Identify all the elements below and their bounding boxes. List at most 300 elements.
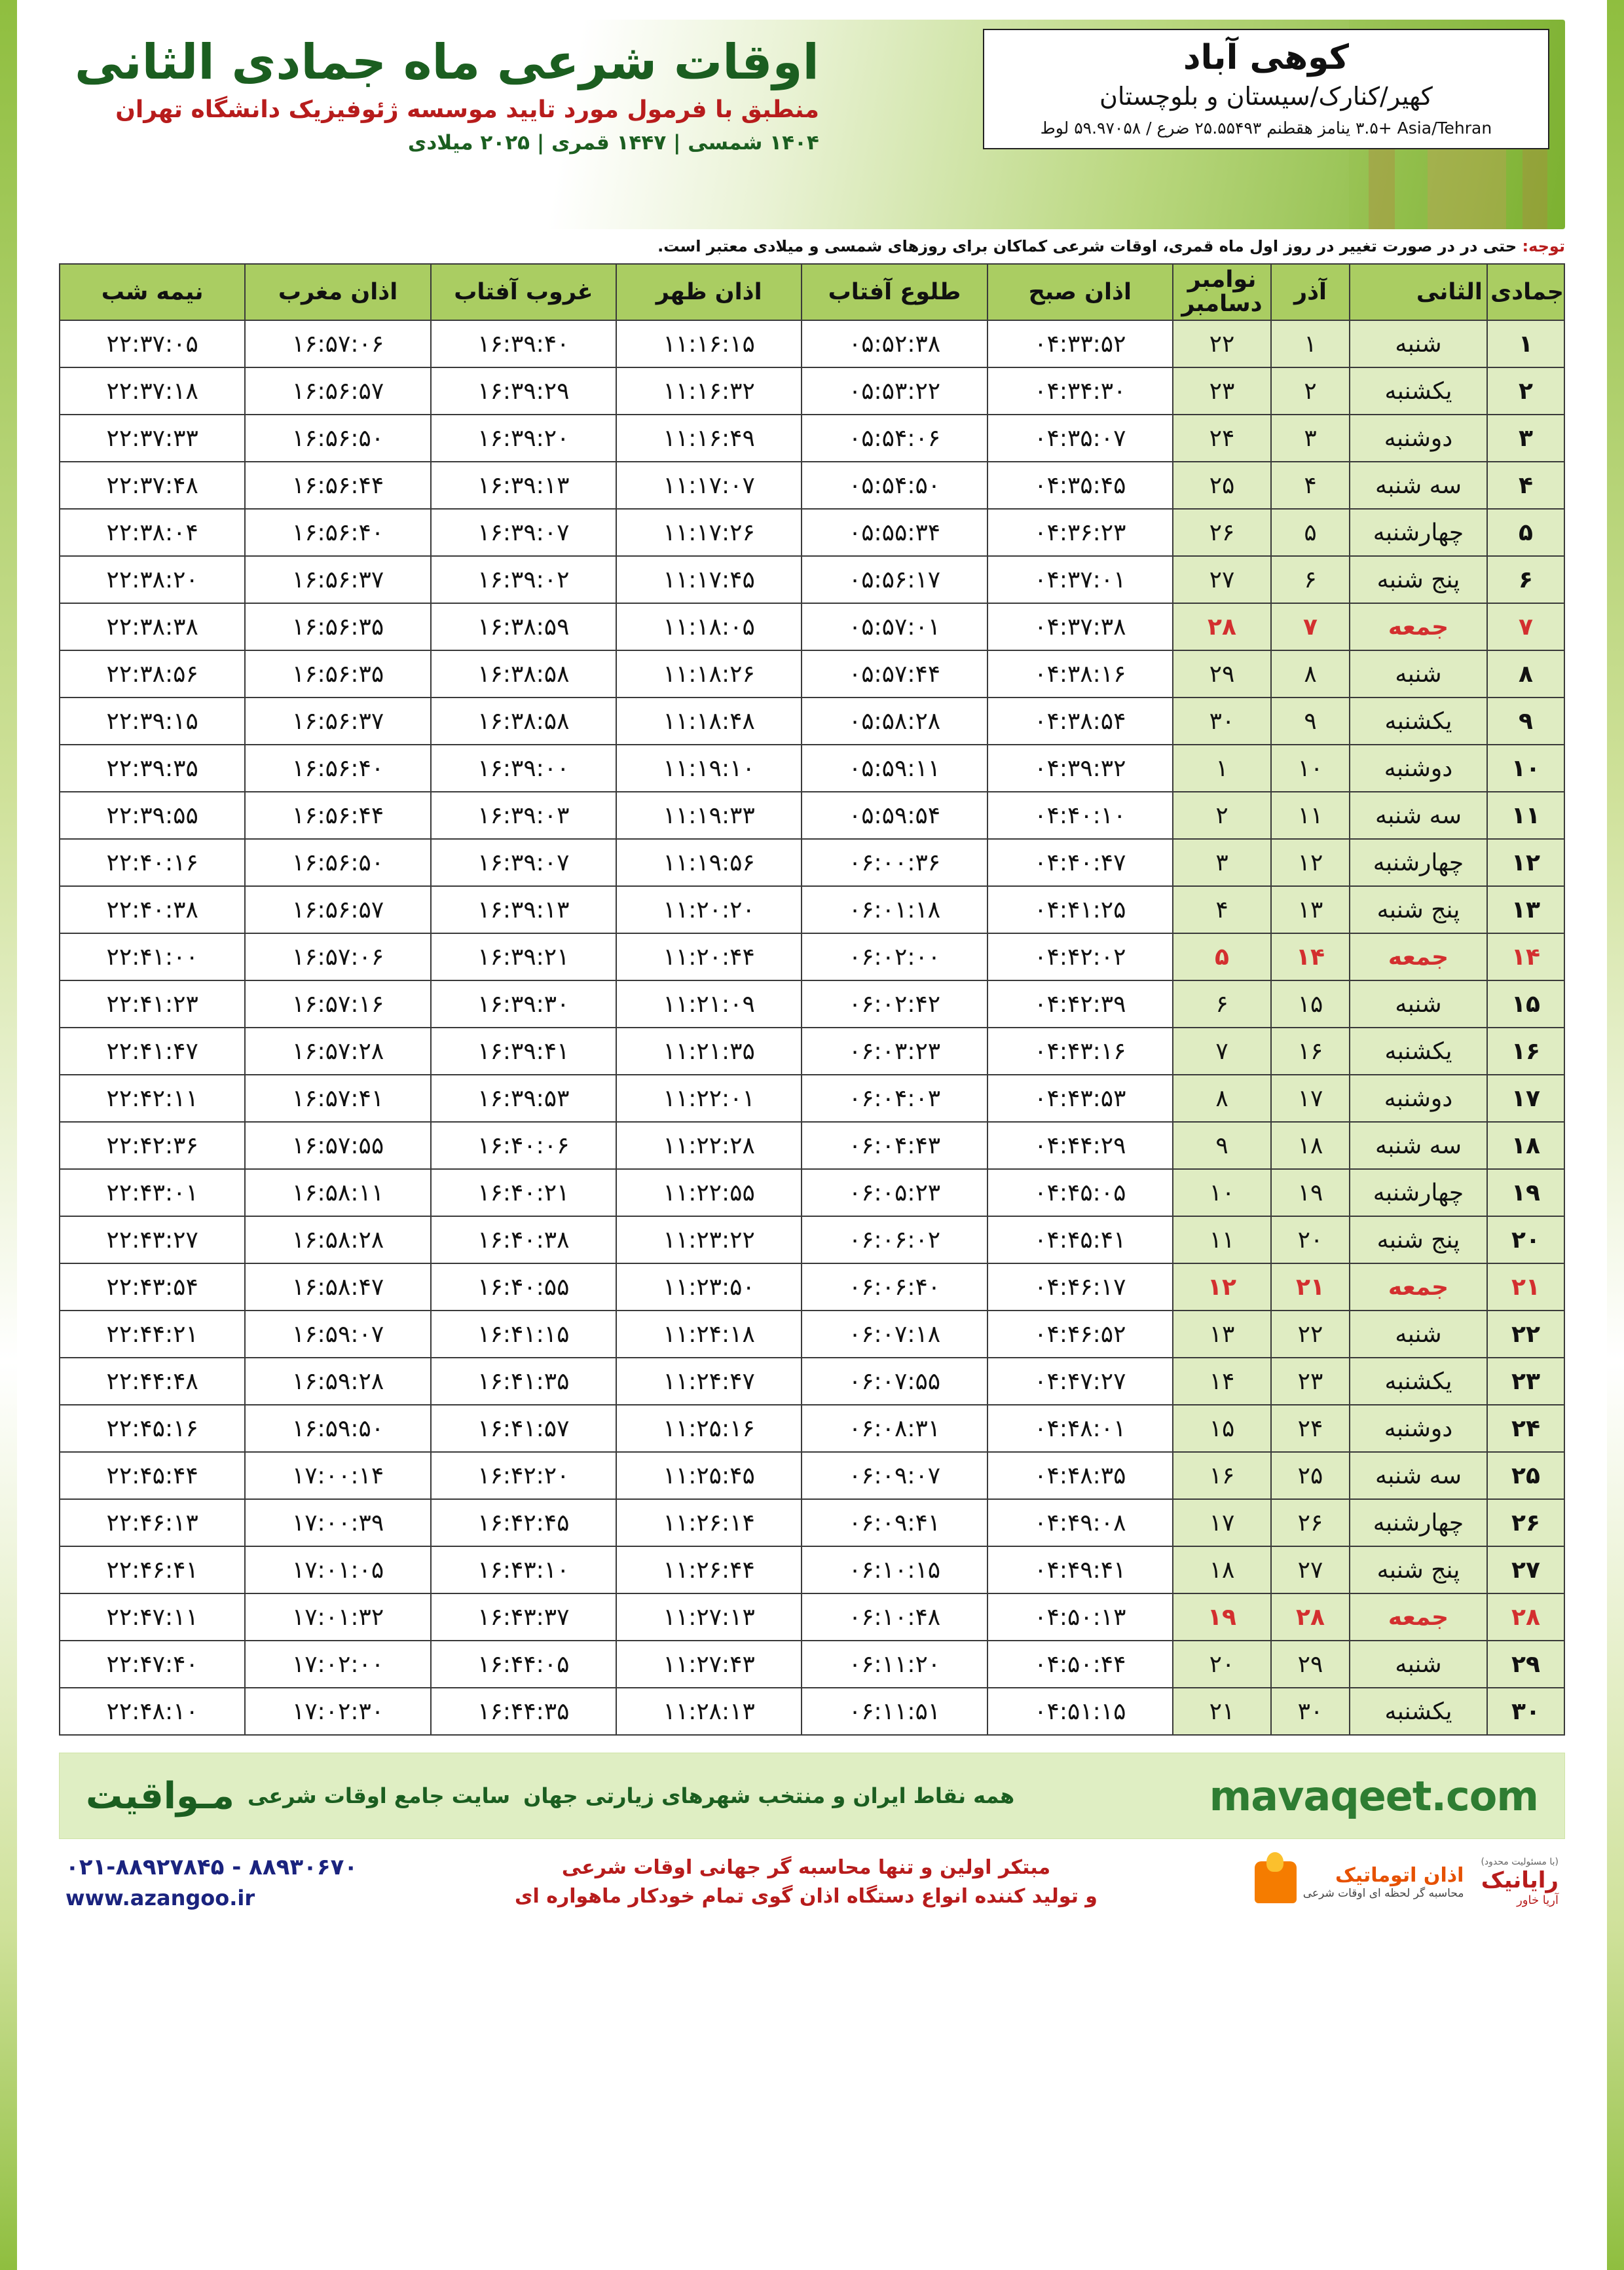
row-hijri-day: ۱۸ bbox=[1487, 1122, 1564, 1169]
row-dhuhr-time: ۱۱:۱۶:۱۵ bbox=[616, 320, 802, 367]
contact-website[interactable]: www.azangoo.ir bbox=[65, 1885, 255, 1910]
table-row bbox=[60, 1641, 1564, 1688]
row-sunset-time: ۱۶:۳۹:۴۱ bbox=[431, 1028, 616, 1075]
row-azar-day: ۸ bbox=[1271, 650, 1350, 698]
table-row bbox=[60, 1263, 1564, 1311]
row-hijri-day: ۱۹ bbox=[1487, 1169, 1564, 1216]
row-midnight-time: ۲۲:۴۷:۱۱ bbox=[60, 1593, 245, 1641]
table-row bbox=[60, 1452, 1564, 1499]
row-hijri-day: ۱۵ bbox=[1487, 980, 1564, 1028]
row-gregorian-day: ۱۱ bbox=[1173, 1216, 1271, 1263]
row-fajr-time: ۰۴:۴۴:۲۹ bbox=[987, 1122, 1173, 1169]
row-sunset-time: ۱۶:۴۰:۳۸ bbox=[431, 1216, 616, 1263]
row-dhuhr-time: ۱۱:۱۹:۳۳ bbox=[616, 792, 802, 839]
row-sunset-time: ۱۶:۳۸:۵۸ bbox=[431, 698, 616, 745]
row-maghrib-time: ۱۶:۵۶:۴۴ bbox=[245, 462, 430, 509]
table-row bbox=[60, 367, 1564, 415]
row-sunset-time: ۱۶:۳۹:۰۷ bbox=[431, 839, 616, 886]
row-midnight-time: ۲۲:۴۷:۴۰ bbox=[60, 1641, 245, 1688]
row-gregorian-day: ۲۱ bbox=[1173, 1688, 1271, 1735]
table-row bbox=[60, 1499, 1564, 1546]
row-sunrise-time: ۰۶:۰۸:۳۱ bbox=[802, 1405, 987, 1452]
table-row bbox=[60, 462, 1564, 509]
row-fajr-time: ۰۴:۳۹:۳۲ bbox=[987, 745, 1173, 792]
row-sunset-time: ۱۶:۴۳:۳۷ bbox=[431, 1593, 616, 1641]
row-sunrise-time: ۰۵:۵۹:۱۱ bbox=[802, 745, 987, 792]
row-gregorian-day: ۱۶ bbox=[1173, 1452, 1271, 1499]
table-row bbox=[60, 603, 1564, 650]
row-dhuhr-time: ۱۱:۲۶:۱۴ bbox=[616, 1499, 802, 1546]
row-sunset-time: ۱۶:۴۰:۵۵ bbox=[431, 1263, 616, 1311]
row-weekday: سه شنبه bbox=[1350, 792, 1487, 839]
row-azar-day: ۱۷ bbox=[1271, 1075, 1350, 1122]
row-gregorian-day: ۱۲ bbox=[1173, 1263, 1271, 1311]
table-row bbox=[60, 1688, 1564, 1735]
row-hijri-day: ۳ bbox=[1487, 415, 1564, 462]
row-azar-day: ۲۰ bbox=[1271, 1216, 1350, 1263]
col-dhuhr: اذان ظهر bbox=[616, 264, 802, 320]
city-coordinates: طول ۵۹.۹۷۰۵۸ / عرض ۲۵.۵۵۴۹۳ منطقه زمانی ۳.۵+ Asia/Tehran bbox=[1040, 119, 1492, 138]
row-gregorian-day: ۲ bbox=[1173, 792, 1271, 839]
row-weekday: چهارشنبه bbox=[1350, 1169, 1487, 1216]
row-maghrib-time: ۱۶:۵۸:۲۸ bbox=[245, 1216, 430, 1263]
row-azar-day: ۱۰ bbox=[1271, 745, 1350, 792]
row-maghrib-time: ۱۶:۵۶:۴۰ bbox=[245, 745, 430, 792]
row-sunrise-time: ۰۵:۵۸:۲۸ bbox=[802, 698, 987, 745]
table-row bbox=[60, 792, 1564, 839]
row-sunrise-time: ۰۶:۰۶:۰۲ bbox=[802, 1216, 987, 1263]
row-dhuhr-time: ۱۱:۱۹:۱۰ bbox=[616, 745, 802, 792]
row-hijri-day: ۱۰ bbox=[1487, 745, 1564, 792]
header-title-block bbox=[75, 29, 983, 155]
table-row bbox=[60, 556, 1564, 603]
row-midnight-time: ۲۲:۳۸:۵۶ bbox=[60, 650, 245, 698]
row-fajr-time: ۰۴:۴۳:۵۳ bbox=[987, 1075, 1173, 1122]
company-description-line1: مبتکر اولین و تنها محاسبه گر جهانی اوقات شرعی bbox=[561, 1856, 1051, 1879]
row-midnight-time: ۲۲:۳۸:۳۸ bbox=[60, 603, 245, 650]
row-dhuhr-time: ۱۱:۲۴:۴۷ bbox=[616, 1358, 802, 1405]
row-dhuhr-time: ۱۱:۲۱:۳۵ bbox=[616, 1028, 802, 1075]
row-hijri-day: ۱۷ bbox=[1487, 1075, 1564, 1122]
row-maghrib-time: ۱۶:۵۹:۵۰ bbox=[245, 1405, 430, 1452]
row-hijri-day: ۳۰ bbox=[1487, 1688, 1564, 1735]
row-sunrise-time: ۰۶:۰۷:۱۸ bbox=[802, 1311, 987, 1358]
row-azar-day: ۱ bbox=[1271, 320, 1350, 367]
row-maghrib-time: ۱۶:۵۷:۴۱ bbox=[245, 1075, 430, 1122]
row-gregorian-day: ۱۴ bbox=[1173, 1358, 1271, 1405]
row-fajr-time: ۰۴:۳۷:۰۱ bbox=[987, 556, 1173, 603]
row-azar-day: ۲۶ bbox=[1271, 1499, 1350, 1546]
city-name: کوهی آباد bbox=[1183, 38, 1350, 77]
row-gregorian-day: ۲۴ bbox=[1173, 415, 1271, 462]
row-weekday: جمعه bbox=[1350, 933, 1487, 980]
row-hijri-day: ۲۷ bbox=[1487, 1546, 1564, 1593]
row-hijri-day: ۱۴ bbox=[1487, 933, 1564, 980]
page-header bbox=[59, 20, 1565, 229]
row-gregorian-day: ۱۹ bbox=[1173, 1593, 1271, 1641]
brand-name-fa: مـواقیت bbox=[86, 1774, 234, 1817]
row-sunrise-time: ۰۶:۰۹:۰۷ bbox=[802, 1452, 987, 1499]
row-gregorian-day: ۹ bbox=[1173, 1122, 1271, 1169]
row-sunset-time: ۱۶:۳۹:۱۳ bbox=[431, 462, 616, 509]
row-hijri-day: ۶ bbox=[1487, 556, 1564, 603]
company-description bbox=[515, 1853, 1098, 1910]
row-weekday: یکشنبه bbox=[1350, 1358, 1487, 1405]
row-azar-day: ۵ bbox=[1271, 509, 1350, 556]
row-azar-day: ۲ bbox=[1271, 367, 1350, 415]
row-hijri-day: ۲۰ bbox=[1487, 1216, 1564, 1263]
row-midnight-time: ۲۲:۴۱:۰۰ bbox=[60, 933, 245, 980]
note-label: توجه: bbox=[1522, 237, 1565, 255]
row-azar-day: ۴ bbox=[1271, 462, 1350, 509]
row-fajr-time: ۰۴:۴۹:۴۱ bbox=[987, 1546, 1173, 1593]
contact-block bbox=[65, 1854, 358, 1910]
col-sunrise: طلوع آفتاب bbox=[802, 264, 987, 320]
row-midnight-time: ۲۲:۴۰:۱۶ bbox=[60, 839, 245, 886]
row-midnight-time: ۲۲:۳۸:۰۴ bbox=[60, 509, 245, 556]
row-midnight-time: ۲۲:۴۳:۰۱ bbox=[60, 1169, 245, 1216]
row-gregorian-day: ۵ bbox=[1173, 933, 1271, 980]
table-row bbox=[60, 509, 1564, 556]
row-dhuhr-time: ۱۱:۱۸:۰۵ bbox=[616, 603, 802, 650]
row-fajr-time: ۰۴:۳۳:۵۲ bbox=[987, 320, 1173, 367]
row-midnight-time: ۲۲:۴۳:۲۷ bbox=[60, 1216, 245, 1263]
row-weekday: شنبه bbox=[1350, 320, 1487, 367]
row-dhuhr-time: ۱۱:۲۵:۱۶ bbox=[616, 1405, 802, 1452]
row-midnight-time: ۲۲:۳۹:۵۵ bbox=[60, 792, 245, 839]
brand-website[interactable]: mavaqeet.com bbox=[1209, 1772, 1538, 1820]
note-text: حتی در در صورت تغییر در روز اول ماه قمری، اوقات شرعی کماکان برای روزهای شمسی و میلادی معتبر است. bbox=[657, 237, 1522, 255]
note-line bbox=[59, 237, 1565, 255]
row-gregorian-day: ۴ bbox=[1173, 886, 1271, 933]
brand-subtitle: سایت جامع اوقات شرعی bbox=[247, 1783, 511, 1808]
row-dhuhr-time: ۱۱:۱۶:۳۲ bbox=[616, 367, 802, 415]
row-weekday: یکشنبه bbox=[1350, 1028, 1487, 1075]
row-sunset-time: ۱۶:۴۱:۳۵ bbox=[431, 1358, 616, 1405]
row-gregorian-day: ۲۹ bbox=[1173, 650, 1271, 698]
azangoo-logo-title: اذان اتوماتیک bbox=[1335, 1864, 1464, 1887]
rayanik-logo-note: (با مسئولیت محدود) bbox=[1481, 1857, 1559, 1867]
row-weekday: شنبه bbox=[1350, 980, 1487, 1028]
row-fajr-time: ۰۴:۳۸:۵۴ bbox=[987, 698, 1173, 745]
row-azar-day: ۱۹ bbox=[1271, 1169, 1350, 1216]
footer-logos bbox=[1255, 1857, 1559, 1907]
row-dhuhr-time: ۱۱:۲۲:۲۸ bbox=[616, 1122, 802, 1169]
row-weekday: چهارشنبه bbox=[1350, 1499, 1487, 1546]
col-maghrib: اذان مغرب bbox=[245, 264, 430, 320]
table-row bbox=[60, 1075, 1564, 1122]
row-weekday: یکشنبه bbox=[1350, 698, 1487, 745]
row-weekday: سه شنبه bbox=[1350, 462, 1487, 509]
row-midnight-time: ۲۲:۴۰:۳۸ bbox=[60, 886, 245, 933]
row-hijri-day: ۲۸ bbox=[1487, 1593, 1564, 1641]
row-gregorian-day: ۳۰ bbox=[1173, 698, 1271, 745]
row-maghrib-time: ۱۶:۵۹:۰۷ bbox=[245, 1311, 430, 1358]
row-maghrib-time: ۱۶:۵۶:۵۷ bbox=[245, 886, 430, 933]
row-fajr-time: ۰۴:۴۱:۲۵ bbox=[987, 886, 1173, 933]
table-row bbox=[60, 320, 1564, 367]
row-azar-day: ۳۰ bbox=[1271, 1688, 1350, 1735]
row-sunrise-time: ۰۵:۵۷:۰۱ bbox=[802, 603, 987, 650]
row-hijri-day: ۲۹ bbox=[1487, 1641, 1564, 1688]
row-maghrib-time: ۱۶:۵۶:۳۷ bbox=[245, 698, 430, 745]
row-sunrise-time: ۰۵:۵۹:۵۴ bbox=[802, 792, 987, 839]
row-sunrise-time: ۰۶:۰۰:۳۶ bbox=[802, 839, 987, 886]
row-dhuhr-time: ۱۱:۲۳:۵۰ bbox=[616, 1263, 802, 1311]
table-row bbox=[60, 1028, 1564, 1075]
row-sunset-time: ۱۶:۴۲:۲۰ bbox=[431, 1452, 616, 1499]
row-midnight-time: ۲۲:۴۲:۱۱ bbox=[60, 1075, 245, 1122]
row-midnight-time: ۲۲:۴۵:۱۶ bbox=[60, 1405, 245, 1452]
row-dhuhr-time: ۱۱:۲۷:۱۳ bbox=[616, 1593, 802, 1641]
page-subtitle: منطبق با فرمول مورد تایید موسسه ژئوفیزیک دانشگاه تهران bbox=[115, 96, 819, 123]
calendar-years: ۱۴۰۴ شمسی | ۱۴۴۷ قمری | ۲۰۲۵ میلادی bbox=[407, 130, 819, 155]
table-header-row bbox=[60, 264, 1564, 320]
row-midnight-time: ۲۲:۴۸:۱۰ bbox=[60, 1688, 245, 1735]
row-maghrib-time: ۱۶:۵۶:۳۵ bbox=[245, 603, 430, 650]
row-weekday: سه شنبه bbox=[1350, 1452, 1487, 1499]
row-gregorian-day: ۲۲ bbox=[1173, 320, 1271, 367]
table-row bbox=[60, 886, 1564, 933]
row-sunrise-time: ۰۵:۵۳:۲۲ bbox=[802, 367, 987, 415]
col-sunset: غروب آفتاب bbox=[431, 264, 616, 320]
table-row bbox=[60, 1593, 1564, 1641]
row-dhuhr-time: ۱۱:۲۶:۴۴ bbox=[616, 1546, 802, 1593]
row-fajr-time: ۰۴:۴۰:۱۰ bbox=[987, 792, 1173, 839]
col-gregorian-top: نوامبر bbox=[1187, 267, 1257, 293]
brand-banner bbox=[59, 1753, 1565, 1839]
row-weekday: جمعه bbox=[1350, 1593, 1487, 1641]
rayanik-logo-title: رایانیک bbox=[1481, 1867, 1559, 1893]
table-row bbox=[60, 1358, 1564, 1405]
row-sunrise-time: ۰۶:۰۱:۱۸ bbox=[802, 886, 987, 933]
row-azar-day: ۲۱ bbox=[1271, 1263, 1350, 1311]
rayanik-logo-subtitle: آریا خاور bbox=[1517, 1893, 1559, 1907]
row-weekday: جمعه bbox=[1350, 603, 1487, 650]
row-sunset-time: ۱۶:۴۴:۳۵ bbox=[431, 1688, 616, 1735]
row-midnight-time: ۲۲:۴۴:۲۱ bbox=[60, 1311, 245, 1358]
row-weekday: پنج شنبه bbox=[1350, 1216, 1487, 1263]
row-azar-day: ۱۶ bbox=[1271, 1028, 1350, 1075]
page-footer bbox=[59, 1753, 1565, 1910]
row-sunset-time: ۱۶:۳۹:۰۲ bbox=[431, 556, 616, 603]
row-sunset-time: ۱۶:۳۹:۴۰ bbox=[431, 320, 616, 367]
row-azar-day: ۱۸ bbox=[1271, 1122, 1350, 1169]
row-azar-day: ۲۵ bbox=[1271, 1452, 1350, 1499]
row-midnight-time: ۲۲:۳۹:۱۵ bbox=[60, 698, 245, 745]
row-gregorian-day: ۱ bbox=[1173, 745, 1271, 792]
row-sunrise-time: ۰۶:۱۱:۲۰ bbox=[802, 1641, 987, 1688]
row-hijri-day: ۲۴ bbox=[1487, 1405, 1564, 1452]
row-maghrib-time: ۱۷:۰۱:۳۲ bbox=[245, 1593, 430, 1641]
row-maghrib-time: ۱۶:۵۷:۰۶ bbox=[245, 933, 430, 980]
row-hijri-day: ۲۶ bbox=[1487, 1499, 1564, 1546]
row-sunrise-time: ۰۶:۱۰:۴۸ bbox=[802, 1593, 987, 1641]
row-sunset-time: ۱۶:۴۱:۵۷ bbox=[431, 1405, 616, 1452]
row-sunset-time: ۱۶:۴۲:۴۵ bbox=[431, 1499, 616, 1546]
row-dhuhr-time: ۱۱:۲۷:۴۳ bbox=[616, 1641, 802, 1688]
row-dhuhr-time: ۱۱:۱۸:۲۶ bbox=[616, 650, 802, 698]
row-azar-day: ۲۴ bbox=[1271, 1405, 1350, 1452]
row-weekday: دوشنبه bbox=[1350, 1075, 1487, 1122]
table-row bbox=[60, 698, 1564, 745]
row-gregorian-day: ۶ bbox=[1173, 980, 1271, 1028]
row-weekday: سه شنبه bbox=[1350, 1122, 1487, 1169]
row-sunset-time: ۱۶:۴۱:۱۵ bbox=[431, 1311, 616, 1358]
footer-details bbox=[59, 1839, 1565, 1910]
col-midnight: نیمه شب bbox=[60, 264, 245, 320]
row-weekday: جمعه bbox=[1350, 1263, 1487, 1311]
contact-phones: ۰۲۱-۸۸۹۲۷۸۴۵ - ۸۸۹۳۰۶۷۰ bbox=[65, 1853, 358, 1880]
company-description-line2: و تولید کننده انواع دستگاه اذان گوی تمام خودکار ماهواره ای bbox=[515, 1884, 1098, 1908]
row-hijri-day: ۲۲ bbox=[1487, 1311, 1564, 1358]
azangoo-logo bbox=[1255, 1861, 1464, 1903]
row-azar-day: ۲۳ bbox=[1271, 1358, 1350, 1405]
row-sunset-time: ۱۶:۳۹:۰۳ bbox=[431, 792, 616, 839]
table-row bbox=[60, 1311, 1564, 1358]
row-maghrib-time: ۱۶:۵۶:۵۰ bbox=[245, 839, 430, 886]
row-fajr-time: ۰۴:۳۴:۳۰ bbox=[987, 367, 1173, 415]
row-sunrise-time: ۰۵:۵۷:۴۴ bbox=[802, 650, 987, 698]
row-sunrise-time: ۰۶:۰۳:۲۳ bbox=[802, 1028, 987, 1075]
row-midnight-time: ۲۲:۳۷:۰۵ bbox=[60, 320, 245, 367]
row-hijri-day: ۱ bbox=[1487, 320, 1564, 367]
row-sunrise-time: ۰۵:۵۵:۳۴ bbox=[802, 509, 987, 556]
table-row bbox=[60, 650, 1564, 698]
row-gregorian-day: ۲۵ bbox=[1173, 462, 1271, 509]
row-azar-day: ۲۹ bbox=[1271, 1641, 1350, 1688]
row-gregorian-day: ۱۷ bbox=[1173, 1499, 1271, 1546]
row-weekday: شنبه bbox=[1350, 1641, 1487, 1688]
row-sunrise-time: ۰۶:۰۶:۴۰ bbox=[802, 1263, 987, 1311]
row-sunset-time: ۱۶:۳۹:۰۷ bbox=[431, 509, 616, 556]
row-fajr-time: ۰۴:۴۲:۰۲ bbox=[987, 933, 1173, 980]
row-midnight-time: ۲۲:۳۷:۱۸ bbox=[60, 367, 245, 415]
row-weekday: پنج شنبه bbox=[1350, 556, 1487, 603]
row-maghrib-time: ۱۶:۵۶:۳۷ bbox=[245, 556, 430, 603]
row-sunrise-time: ۰۶:۰۴:۰۳ bbox=[802, 1075, 987, 1122]
azangoo-logo-subtitle: محاسبه گر لحظه ای اوقات شرعی bbox=[1302, 1887, 1464, 1900]
row-sunset-time: ۱۶:۴۳:۱۰ bbox=[431, 1546, 616, 1593]
row-fajr-time: ۰۴:۵۰:۱۳ bbox=[987, 1593, 1173, 1641]
row-azar-day: ۳ bbox=[1271, 415, 1350, 462]
row-azar-day: ۲۲ bbox=[1271, 1311, 1350, 1358]
row-fajr-time: ۰۴:۴۲:۳۹ bbox=[987, 980, 1173, 1028]
row-gregorian-day: ۱۳ bbox=[1173, 1311, 1271, 1358]
row-dhuhr-time: ۱۱:۱۸:۴۸ bbox=[616, 698, 802, 745]
row-fajr-time: ۰۴:۳۵:۴۵ bbox=[987, 462, 1173, 509]
row-midnight-time: ۲۲:۴۶:۱۳ bbox=[60, 1499, 245, 1546]
row-azar-day: ۹ bbox=[1271, 698, 1350, 745]
row-dhuhr-time: ۱۱:۲۰:۴۴ bbox=[616, 933, 802, 980]
row-maghrib-time: ۱۷:۰۱:۰۵ bbox=[245, 1546, 430, 1593]
row-gregorian-day: ۱۰ bbox=[1173, 1169, 1271, 1216]
row-gregorian-day: ۱۸ bbox=[1173, 1546, 1271, 1593]
row-maghrib-time: ۱۶:۵۷:۰۶ bbox=[245, 320, 430, 367]
row-weekday: دوشنبه bbox=[1350, 415, 1487, 462]
row-dhuhr-time: ۱۱:۲۰:۲۰ bbox=[616, 886, 802, 933]
row-fajr-time: ۰۴:۴۸:۳۵ bbox=[987, 1452, 1173, 1499]
row-azar-day: ۱۱ bbox=[1271, 792, 1350, 839]
row-dhuhr-time: ۱۱:۲۱:۰۹ bbox=[616, 980, 802, 1028]
brand-tagline: همه نقاط ایران و منتخب شهرهای زیارتی جهان bbox=[523, 1783, 1015, 1808]
row-sunset-time: ۱۶:۳۹:۲۰ bbox=[431, 415, 616, 462]
row-fajr-time: ۰۴:۴۸:۰۱ bbox=[987, 1405, 1173, 1452]
row-maghrib-time: ۱۶:۵۹:۲۸ bbox=[245, 1358, 430, 1405]
row-sunset-time: ۱۶:۳۹:۱۳ bbox=[431, 886, 616, 933]
row-sunset-time: ۱۶:۳۸:۵۸ bbox=[431, 650, 616, 698]
row-dhuhr-time: ۱۱:۱۹:۵۶ bbox=[616, 839, 802, 886]
row-sunset-time: ۱۶:۳۸:۵۹ bbox=[431, 603, 616, 650]
row-sunrise-time: ۰۶:۰۵:۲۳ bbox=[802, 1169, 987, 1216]
row-dhuhr-time: ۱۱:۲۵:۴۵ bbox=[616, 1452, 802, 1499]
row-maghrib-time: ۱۶:۵۶:۵۷ bbox=[245, 367, 430, 415]
row-midnight-time: ۲۲:۳۸:۲۰ bbox=[60, 556, 245, 603]
row-gregorian-day: ۳ bbox=[1173, 839, 1271, 886]
col-azar: آذر bbox=[1271, 264, 1350, 320]
row-fajr-time: ۰۴:۴۰:۴۷ bbox=[987, 839, 1173, 886]
row-hijri-day: ۸ bbox=[1487, 650, 1564, 698]
table-row bbox=[60, 980, 1564, 1028]
row-weekday: دوشنبه bbox=[1350, 745, 1487, 792]
row-azar-day: ۱۵ bbox=[1271, 980, 1350, 1028]
row-weekday: پنج شنبه bbox=[1350, 1546, 1487, 1593]
row-midnight-time: ۲۲:۳۷:۳۳ bbox=[60, 415, 245, 462]
row-sunset-time: ۱۶:۳۹:۵۳ bbox=[431, 1075, 616, 1122]
row-sunrise-time: ۰۶:۱۰:۱۵ bbox=[802, 1546, 987, 1593]
row-fajr-time: ۰۴:۴۶:۱۷ bbox=[987, 1263, 1173, 1311]
row-midnight-time: ۲۲:۳۹:۳۵ bbox=[60, 745, 245, 792]
row-dhuhr-time: ۱۱:۱۷:۲۶ bbox=[616, 509, 802, 556]
row-azar-day: ۲۷ bbox=[1271, 1546, 1350, 1593]
city-region: کهیر/کنارک/سیستان و بلوچستان bbox=[1099, 82, 1433, 111]
row-azar-day: ۷ bbox=[1271, 603, 1350, 650]
row-weekday: شنبه bbox=[1350, 1311, 1487, 1358]
row-gregorian-day: ۲۸ bbox=[1173, 603, 1271, 650]
row-midnight-time: ۲۲:۳۷:۴۸ bbox=[60, 462, 245, 509]
row-fajr-time: ۰۴:۵۰:۴۴ bbox=[987, 1641, 1173, 1688]
row-fajr-time: ۰۴:۳۷:۳۸ bbox=[987, 603, 1173, 650]
rayanik-logo bbox=[1481, 1857, 1559, 1907]
row-fajr-time: ۰۴:۵۱:۱۵ bbox=[987, 1688, 1173, 1735]
table-row bbox=[60, 745, 1564, 792]
row-fajr-time: ۰۴:۳۵:۰۷ bbox=[987, 415, 1173, 462]
row-gregorian-day: ۲۷ bbox=[1173, 556, 1271, 603]
row-maghrib-time: ۱۶:۵۶:۴۴ bbox=[245, 792, 430, 839]
row-sunrise-time: ۰۶:۰۲:۰۰ bbox=[802, 933, 987, 980]
row-maghrib-time: ۱۷:۰۲:۳۰ bbox=[245, 1688, 430, 1735]
row-sunrise-time: ۰۶:۰۷:۵۵ bbox=[802, 1358, 987, 1405]
row-midnight-time: ۲۲:۴۵:۴۴ bbox=[60, 1452, 245, 1499]
row-hijri-day: ۴ bbox=[1487, 462, 1564, 509]
row-weekday: چهارشنبه bbox=[1350, 839, 1487, 886]
row-hijri-day: ۹ bbox=[1487, 698, 1564, 745]
row-gregorian-day: ۸ bbox=[1173, 1075, 1271, 1122]
row-dhuhr-time: ۱۱:۲۳:۲۲ bbox=[616, 1216, 802, 1263]
row-fajr-time: ۰۴:۳۸:۱۶ bbox=[987, 650, 1173, 698]
row-dhuhr-time: ۱۱:۱۶:۴۹ bbox=[616, 415, 802, 462]
row-hijri-day: ۲۵ bbox=[1487, 1452, 1564, 1499]
row-gregorian-day: ۷ bbox=[1173, 1028, 1271, 1075]
row-sunrise-time: ۰۶:۰۴:۴۳ bbox=[802, 1122, 987, 1169]
row-hijri-day: ۱۲ bbox=[1487, 839, 1564, 886]
row-dhuhr-time: ۱۱:۱۷:۴۵ bbox=[616, 556, 802, 603]
row-midnight-time: ۲۲:۴۱:۴۷ bbox=[60, 1028, 245, 1075]
row-azar-day: ۱۲ bbox=[1271, 839, 1350, 886]
city-info-card bbox=[983, 29, 1549, 149]
row-azar-day: ۶ bbox=[1271, 556, 1350, 603]
row-sunset-time: ۱۶:۳۹:۲۹ bbox=[431, 367, 616, 415]
